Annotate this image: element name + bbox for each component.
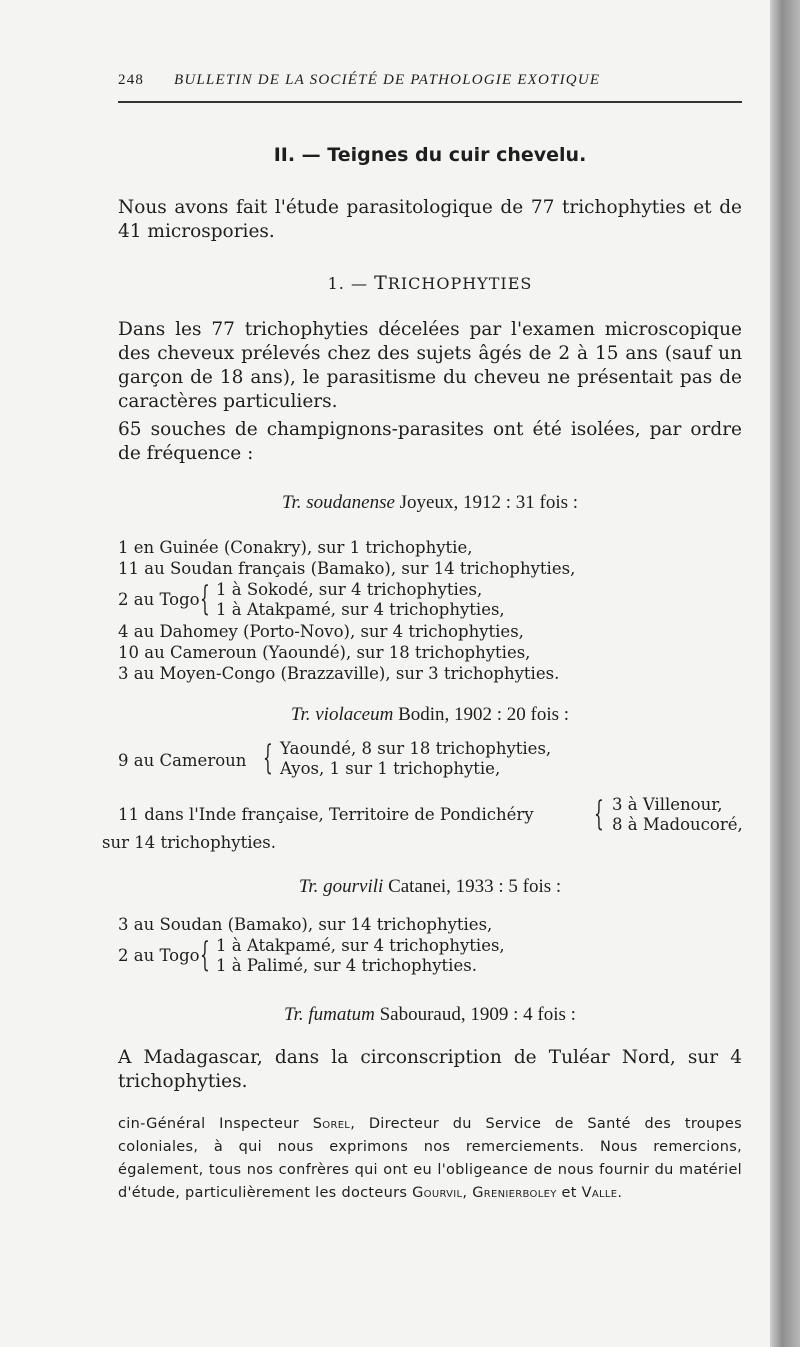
paragraph-2: 65 souches de champignons-parasites ont été isolées, par ordre de fréquence : — [118, 419, 742, 464]
subsection-number: 1. — — [327, 274, 368, 293]
genus: Tr. — [290, 704, 311, 725]
species-heading-violaceum — [118, 704, 742, 726]
list-item: 11 dans l'Inde française, Territoire de Pondichéry — [118, 805, 534, 824]
list-item: 1 à Palimé, sur 4 trichophyties. — [216, 956, 477, 975]
species-name: gourvili — [323, 876, 384, 897]
subsection-title — [118, 272, 742, 294]
cameroun-group — [118, 738, 748, 780]
species-name: violaceum — [315, 704, 394, 725]
species-rest: Sabouraud, 1909 : 4 fois : — [379, 1004, 576, 1025]
footnote-end: . — [617, 1185, 623, 1201]
list-item: 3 à Villenour, — [612, 795, 723, 814]
list-item: 3 au Moyen-Congo (Brazzaville), sur 3 trichophyties. — [118, 664, 560, 683]
list-item: 2 au Togo — [118, 590, 200, 609]
list-item: 3 au Soudan (Bamako), sur 14 trichophyties, — [118, 915, 493, 934]
list-item: 9 au Cameroun — [118, 751, 247, 770]
list-item: 10 au Cameroun (Yaoundé), sur 18 trichophyties, — [118, 643, 531, 662]
footnote-name-grenierboley: Grenierboley — [472, 1185, 557, 1201]
footnote — [118, 1113, 742, 1205]
list-item: 1 en Guinée (Conakry), sur 1 trichophytie, — [118, 538, 473, 557]
list-item: 2 au Togo — [118, 946, 200, 965]
footnote-text: cin-Général Inspecteur — [118, 1116, 313, 1132]
footnote-sep: , — [462, 1185, 473, 1201]
togo-group — [118, 935, 748, 977]
brace-glyph: { — [594, 794, 604, 834]
footnote-name-valle: Valle — [581, 1185, 618, 1201]
soudanense-list — [118, 537, 748, 684]
species-heading-fumatum — [118, 1004, 742, 1026]
gourvili-list — [118, 914, 748, 977]
genus: Tr. — [284, 1004, 304, 1025]
list-item: 11 au Soudan français (Bamako), sur 14 trichophyties, — [118, 559, 576, 578]
fumatum-text: A Madagascar, dans la circonscription de Tuléar Nord, sur 4 trichophyties. — [118, 1047, 742, 1092]
section-intro: Nous avons fait l'étude parasitologique de 77 trichophyties et de 41 microspories. — [118, 197, 742, 242]
footnote-name-sorel: Sorel — [312, 1116, 351, 1132]
footnote-text: et — [556, 1185, 582, 1201]
running-header — [118, 72, 742, 94]
inde-group — [118, 794, 748, 836]
genus: Tr. — [281, 492, 302, 513]
list-item: Ayos, 1 sur 1 trichophytie, — [280, 759, 501, 778]
list-item: Yaoundé, 8 sur 18 trichophyties, — [280, 739, 552, 758]
species-rest: Catanei, 1933 : 5 fois : — [388, 876, 562, 897]
list-item: 1 à Atakpamé, sur 4 trichophyties, — [216, 936, 505, 955]
species-heading-soudanense — [118, 492, 742, 514]
brace-glyph: { — [200, 935, 210, 975]
section-title: II. — Teignes du cuir chevelu. — [273, 144, 587, 166]
paragraph-1: Dans les 77 trichophyties décelées par l'examen microscopique des cheveux prélevés chez des sujets âgés de 2 à 15 ans (sauf un garçon de 18 ans), le parasitisme du cheveu ne présentait pas de caractères particuliers. — [118, 319, 742, 412]
species-rest: Bodin, 1902 : 20 fois : — [398, 704, 570, 725]
species-name: fumatum — [308, 1004, 375, 1025]
subsection-title-rest: RICHOPHYTIES — [387, 274, 533, 293]
list-item: 8 à Madoucoré, — [612, 815, 743, 834]
violaceum-list — [102, 738, 748, 853]
subsection-title-cap: T — [374, 272, 388, 294]
species-name: soudanense — [306, 492, 395, 513]
list-item: 1 à Atakpamé, sur 4 trichophyties, — [216, 600, 505, 619]
page-number: 248 — [118, 72, 145, 88]
brace-glyph: { — [263, 738, 273, 778]
footnote-text: , Directeur du Service de Santé des troupes coloniales, à qui nous exprimons nos remerciements. Nous remercions, également, tous nos confrères qui ont eu l'obligeance de nous fournir du matériel d'étude, particulièrement les docteurs — [118, 1116, 742, 1201]
genus: Tr. — [298, 876, 319, 897]
list-item: 4 au Dahomey (Porto-Novo), sur 4 trichophyties, — [118, 622, 524, 641]
species-rest: Joyeux, 1912 : 31 fois : — [399, 492, 579, 513]
togo-group — [118, 579, 748, 621]
species-heading-gourvili — [118, 876, 742, 898]
list-item: 1 à Sokodé, sur 4 trichophyties, — [216, 580, 483, 599]
footnote-name-gourvil: Gourvil — [412, 1185, 463, 1201]
page-edge-shadow — [770, 0, 800, 1347]
journal-title: BULLETIN DE LA SOCIÉTÉ DE PATHOLOGIE EXOTIQUE — [174, 72, 601, 88]
header-rule — [118, 101, 742, 103]
list-item: sur 14 trichophyties. — [102, 833, 276, 852]
brace-glyph: { — [200, 579, 210, 619]
